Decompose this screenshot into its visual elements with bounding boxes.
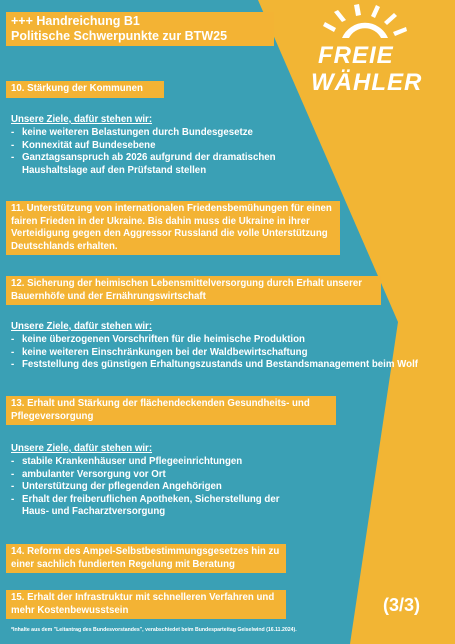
list-item: - Unterstützung der pflegenden Angehörigen — [11, 481, 301, 493]
list-item: - stabile Krankenhäuser und Pflegeeinrichtungen — [11, 456, 301, 468]
list-item: - Ganztagsanspruch ab 2026 aufgrund der dramatischen Haushaltslage auf den Prüfstand stellen — [11, 152, 311, 177]
header-title: +++ Handreichung B1 — [11, 14, 140, 28]
goals-title: Unsere Ziele, dafür stehen wir: — [11, 114, 153, 125]
footnote: *Inhalte aus dem "Leitantrag des Bundesvorstandes", verabschiedet beim Bundesparteitag Geiselwind (16.11.2024). — [11, 627, 297, 633]
list-item: - Konnexität auf Bundesebene — [11, 140, 311, 152]
freie-waehler-logo — [298, 4, 448, 104]
list-item: - keine weiteren Einschränkungen bei der Waldbewirtschaftung — [11, 347, 451, 359]
list-item: - keine überzogenen Vorschriften für die heimische Produktion — [11, 334, 451, 346]
section-heading-14: 14. Reform des Ampel-Selbstbestimmungsgesetzes hin zu einer sachlich fundierten Regelung mit Beratung — [6, 544, 286, 573]
goals-list-10 — [11, 114, 311, 177]
list-item: - ambulanter Versorgung vor Ort — [11, 469, 301, 481]
goals-list-12 — [11, 321, 451, 372]
goals-title: Unsere Ziele, dafür stehen wir: — [11, 443, 153, 454]
goals-title: Unsere Ziele, dafür stehen wir: — [11, 321, 153, 332]
section-heading-15: 15. Erhalt der Infrastruktur mit schnelleren Verfahren und mehr Kostenbewusstsein — [6, 590, 286, 619]
section-heading-10: 10. Stärkung der Kommunen — [6, 81, 164, 98]
list-item: - Feststellung des günstigen Erhaltungszustands und Bestandsmanagement beim Wolf — [11, 359, 451, 371]
section-heading-11: 11. Unterstützung von internationalen Friedensbemühungen für einen fairen Frieden in der Ukraine. Bis dahin muss die Ukraine in ihrer Verteidigung gegen den Aggressor Russland die volle Unterstützung Deutschlands erhalten. — [6, 201, 340, 255]
list-item: - Erhalt der freiberuflichen Apotheken, Sicherstellung der Haus- und Facharztversorgung — [11, 494, 301, 519]
header-subtitle: Politische Schwerpunkte zur BTW25 — [11, 29, 228, 43]
header-box — [6, 12, 274, 46]
section-heading-13: 13. Erhalt und Stärkung der flächendeckenden Gesundheits- und Pflegeversorgung — [6, 396, 336, 425]
goals-list-13 — [11, 443, 301, 518]
logo-text-line2: WÄHLER — [311, 69, 423, 96]
page-number: (3/3) — [383, 595, 421, 615]
list-item: - keine weiteren Belastungen durch Bundesgesetze — [11, 127, 311, 139]
section-heading-12: 12. Sicherung der heimischen Lebensmittelversorgung durch Erhalt unserer Bauernhöfe und der Ernährungswirtschaft — [6, 276, 381, 305]
logo-text-line1: FREIE — [318, 42, 394, 69]
